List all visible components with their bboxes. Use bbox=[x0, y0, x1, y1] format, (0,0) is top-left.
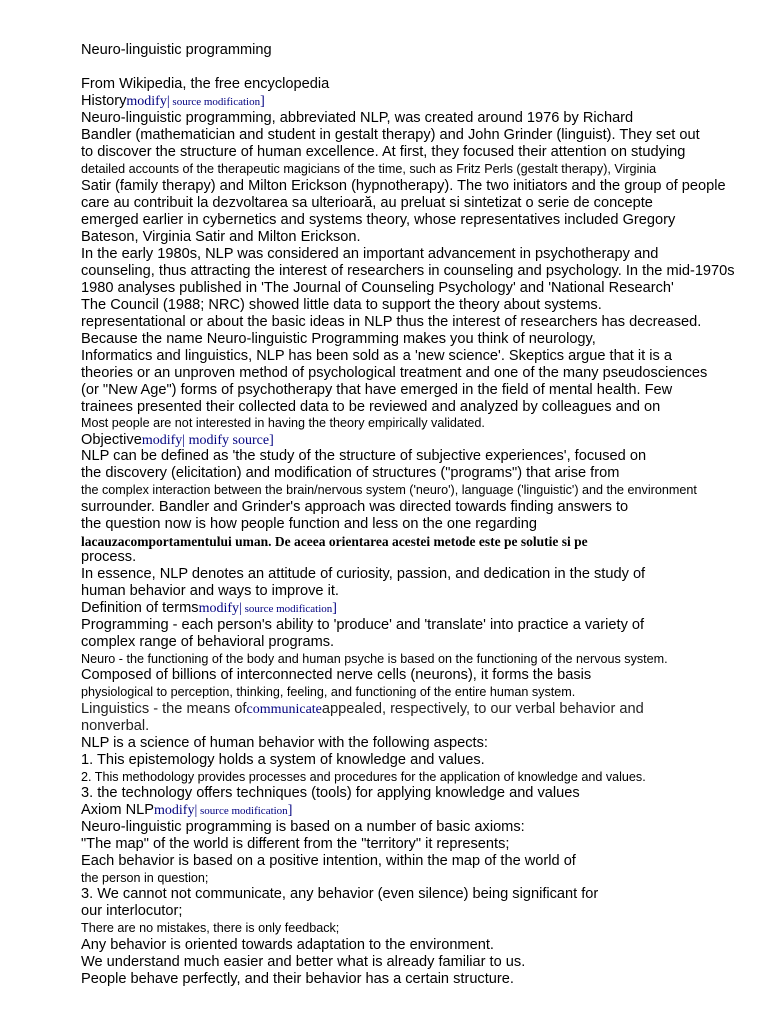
text-line: physiological to perception, thinking, feeling, and functioning of the entire human system. bbox=[81, 685, 576, 699]
modify-link[interactable]: modify bbox=[154, 803, 195, 818]
section-heading-objective bbox=[81, 432, 274, 449]
separator: | bbox=[182, 433, 186, 448]
text-line: "The map" of the world is different from the "territory" it represents; bbox=[81, 836, 510, 852]
text-line: 3. We cannot not communicate, any behavior (even silence) being significant for bbox=[81, 886, 599, 902]
text-line: complex range of behavioral programs. bbox=[81, 634, 335, 650]
text-line: In essence, NLP denotes an attitude of curiosity, passion, and dedication in the study of bbox=[81, 566, 646, 582]
section-heading-definition bbox=[81, 600, 337, 618]
text-line: trainees presented their collected data to be reviewed and analyzed by colleagues and on bbox=[81, 399, 661, 415]
source-modification-link[interactable]: source modification bbox=[197, 805, 288, 817]
text-line: Neuro-linguistic programming is based on a number of basic axioms: bbox=[81, 819, 525, 835]
section-title: History bbox=[81, 93, 127, 109]
text-line: human behavior and ways to improve it. bbox=[81, 583, 339, 599]
text-line: There are no mistakes, there is only feedback; bbox=[81, 921, 340, 935]
text-line: Satir (family therapy) and Milton Erickson (hypnotherapy). The two initiators and the group of people bbox=[81, 178, 726, 194]
section-heading-history bbox=[81, 93, 265, 111]
source-line: From Wikipedia, the free encyclopedia bbox=[81, 76, 330, 92]
text-line: to discover the structure of human excellence. At first, they focused their attention on studying bbox=[81, 144, 686, 160]
separator: | bbox=[166, 94, 170, 109]
text-line: 3. the technology offers techniques (tools) for applying knowledge and values bbox=[81, 785, 580, 801]
text-line: Neuro-linguistic programming, abbreviated NLP, was created around 1976 by Richard bbox=[81, 110, 634, 126]
text-line: Any behavior is oriented towards adaptation to the environment. bbox=[81, 937, 494, 953]
text-line: 2. This methodology provides processes and procedures for the application of knowledge and values. bbox=[81, 770, 646, 784]
page-title: Neuro-linguistic programming bbox=[81, 42, 272, 58]
text-line: the complex interaction between the brain/nervous system ('neuro'), language ('linguistic') and the environment bbox=[81, 483, 697, 497]
text-line: emerged earlier in cybernetics and systems theory, whose representatives included Gregory bbox=[81, 212, 676, 228]
section-heading-axiom bbox=[81, 802, 292, 820]
text-line: Informatics and linguistics, NLP has been sold as a 'new science'. Skeptics argue that it is a bbox=[81, 348, 672, 364]
text-line: the person in question; bbox=[81, 871, 209, 885]
text-line: Programming - each person's ability to 'produce' and 'translate' into practice a variety of bbox=[81, 617, 645, 633]
text-line: 1980 analyses published in 'The Journal of Counseling Psychology' and 'National Research' bbox=[81, 280, 674, 296]
text-line: theories or an unproven method of psychological treatment and one of the many pseudosciences bbox=[81, 365, 708, 381]
text-line: our interlocutor; bbox=[81, 903, 183, 919]
text-line: Composed of billions of interconnected nerve cells (neurons), it forms the basis bbox=[81, 667, 592, 683]
text-line: nonverbal. bbox=[81, 718, 150, 734]
bracket: ] bbox=[287, 803, 293, 818]
section-title: Axiom NLP bbox=[81, 802, 154, 818]
text-line: The Council (1988; NRC) showed little data to support the theory about systems. bbox=[81, 297, 602, 313]
text-line: surrounder. Bandler and Grinder's approach was directed towards finding answers to bbox=[81, 499, 629, 515]
text-line: the question now is how people function and less on the one regarding bbox=[81, 516, 537, 532]
text-line: detailed accounts of the therapeutic magicians of the time, such as Fritz Perls (gestalt therapy), Virginia bbox=[81, 162, 657, 176]
text-line: process. bbox=[81, 549, 137, 565]
text-line: the discovery (elicitation) and modification of structures ("programs") that arise from bbox=[81, 465, 620, 481]
text-line: Bateson, Virginia Satir and Milton Erickson. bbox=[81, 229, 361, 245]
bracket: ] bbox=[332, 601, 337, 616]
text-line: representational or about the basic ideas in NLP thus the interest of researchers has decreased. bbox=[81, 314, 702, 330]
text-line: 1. This epistemology holds a system of knowledge and values. bbox=[81, 752, 485, 768]
section-title: Definition of terms bbox=[81, 600, 199, 616]
text-line: Bandler (mathematician and student in gestalt therapy) and John Grinder (linguist). They set out bbox=[81, 127, 700, 143]
source-modification-link[interactable]: source modification bbox=[169, 96, 261, 108]
modify-source-link[interactable]: modify source bbox=[185, 433, 270, 448]
text-line: Because the name Neuro-linguistic Programming makes you think of neurology, bbox=[81, 331, 596, 347]
text-line: Each behavior is based on a positive intention, within the map of the world of bbox=[81, 853, 576, 869]
document-page bbox=[81, 42, 768, 1002]
communicate-link[interactable]: communicate bbox=[246, 702, 322, 717]
separator: | bbox=[194, 803, 198, 818]
modify-link[interactable]: modify bbox=[141, 433, 183, 448]
source-modification-link[interactable]: source modification bbox=[241, 603, 333, 615]
text-line: (or "New Age") forms of psychotherapy that have emerged in the field of mental health. Few bbox=[81, 382, 673, 398]
text-line: lacauzacomportamentului uman. De aceea orientarea acestei metode este pe solutie si pe bbox=[81, 534, 588, 549]
modify-link[interactable]: modify bbox=[198, 601, 240, 616]
text-line bbox=[81, 701, 644, 718]
bracket: ] bbox=[269, 433, 274, 448]
text-line: We understand much easier and better what is already familiar to us. bbox=[81, 954, 526, 970]
text-line: care au contribuit la dezvoltarea sa ulterioară, au preluat si sintetizat o serie de concepte bbox=[81, 195, 653, 211]
separator: | bbox=[239, 601, 242, 616]
text-line: People behave perfectly, and their behavior has a certain structure. bbox=[81, 971, 514, 987]
text-line: In the early 1980s, NLP was considered an important advancement in psychotherapy and bbox=[81, 246, 659, 262]
modify-link[interactable]: modify bbox=[126, 94, 167, 109]
section-title: Objective bbox=[81, 432, 142, 448]
text-line: Most people are not interested in having the theory empirically validated. bbox=[81, 416, 485, 430]
text-line: NLP can be defined as 'the study of the structure of subjective experiences', focused on bbox=[81, 448, 647, 464]
text-line: counseling, thus attracting the interest of researchers in counseling and psychology. In the mid-1970s bbox=[81, 263, 735, 279]
text-line: NLP is a science of human behavior with the following aspects: bbox=[81, 735, 488, 751]
text-segment: appealed, respectively, to our verbal behavior and bbox=[321, 701, 644, 717]
bracket: ] bbox=[260, 94, 265, 109]
text-segment: Linguistics - the means of bbox=[81, 701, 247, 717]
text-line: Neuro - the functioning of the body and human psyche is based on the functioning of the nervous system. bbox=[81, 652, 668, 666]
